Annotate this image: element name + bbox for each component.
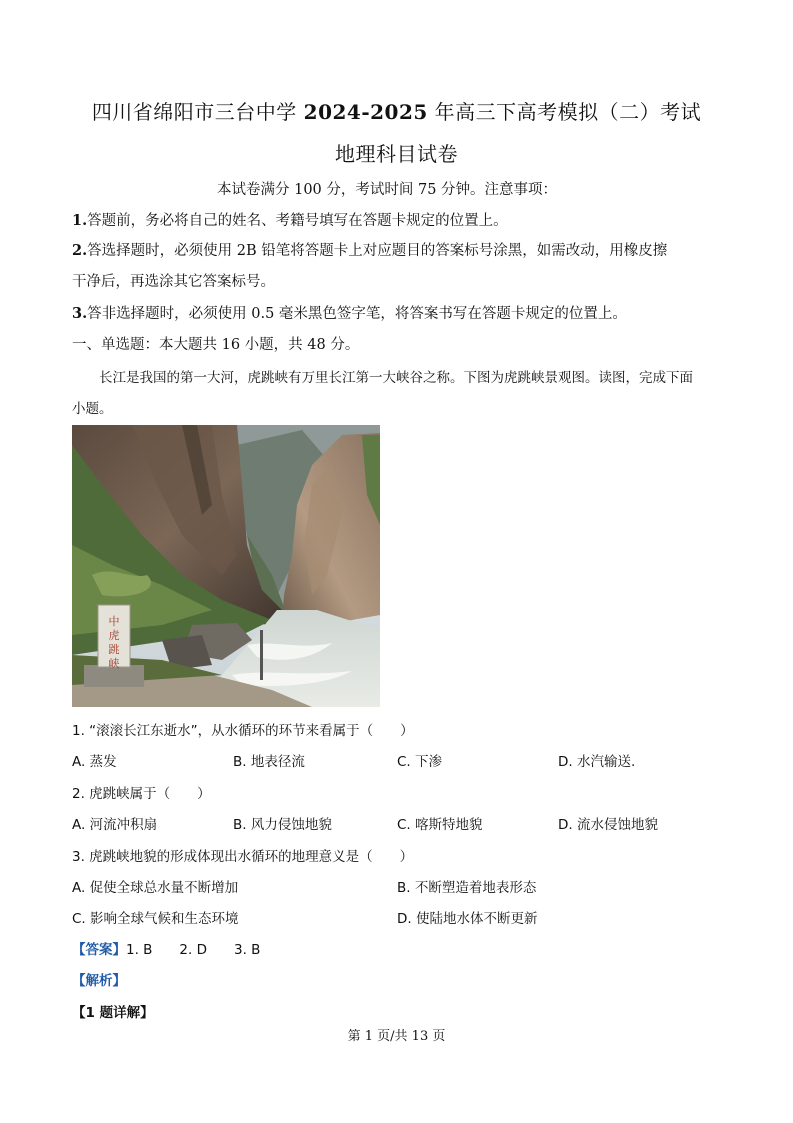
gorge-photo [72, 425, 380, 707]
question-2-stem: 2. 虎跳峡属于（ ） [72, 786, 211, 802]
instruction-item-3: 3.答非选择题时，必须使用 0.5 毫米黑色签字笔，将答案书写在答题卡规定的位置上。 [72, 305, 627, 322]
instructions-intro: 本试卷满分 100 分，考试时间 75 分钟。注意事项： [217, 182, 558, 198]
passage-line-1: 长江是我国的第一大河，虎跳峡有万里长江第一大峡谷之称。下图为虎跳峡景观图。读图，完成下面 [99, 370, 693, 386]
question-1-option-b: B. 地表径流 [233, 754, 305, 770]
exam-title-line2: 地理科目试卷 [335, 142, 458, 166]
instruction-item-1: 1.答题前，务必将自己的姓名、考籍号填写在答题卡规定的位置上。 [72, 212, 508, 229]
stone-marker-char-2: 虎 [108, 629, 120, 642]
answer-label: 【答案】 [72, 942, 126, 958]
passage-line-2: 小题。 [72, 401, 113, 417]
question-3-option-d: D. 使陆地水体不断更新 [397, 911, 538, 927]
stone-marker-char-4: 峡 [108, 657, 120, 670]
instruction-item-2: 2.答选择题时，必须使用 2B 铅笔将答题卡上对应题目的答案标号涂黑，如需改动，用橡皮擦 [72, 242, 668, 259]
question-2-option-a: A. 河流冲积扇 [72, 817, 158, 833]
question-1-stem: 1. “滚滚长江东逝水”，从水循环的环节来看属于（ ） [72, 723, 414, 739]
section-heading: 一、单选题：本大题共 16 小题，共 48 分。 [72, 337, 360, 353]
question-1-option-a: A. 蒸发 [72, 754, 117, 770]
question-3-option-c: C. 影响全球气候和生态环境 [72, 911, 239, 927]
stone-marker-char-3: 跳 [108, 643, 120, 656]
question-1-option-d: D. 水汽输送. [558, 754, 636, 770]
question-3-option-a: A. 促使全球总水量不断增加 [72, 880, 239, 896]
stone-marker-char-1: 中 [108, 615, 120, 628]
instruction-item-2-cont: 干净后，再选涂其它答案标号。 [72, 274, 275, 290]
answer-line [72, 938, 260, 958]
analysis-label: 【解析】 [72, 973, 126, 989]
analysis-detail-label: 【1 题详解】 [72, 1005, 154, 1021]
question-1-option-c: C. 下渗 [397, 754, 443, 770]
answer-values: 1. B 2. D 3. B [126, 942, 261, 958]
question-3-stem: 3. 虎跳峡地貌的形成体现出水循环的地理意义是（ ） [72, 849, 414, 865]
question-2-option-b: B. 风力侵蚀地貌 [233, 817, 332, 833]
question-2-option-c: C. 喀斯特地貌 [397, 817, 483, 833]
page-footer: 第 1 页/共 13 页 [347, 1029, 446, 1044]
question-2-option-d: D. 流水侵蚀地貌 [558, 817, 658, 833]
question-3-option-b: B. 不断塑造着地表形态 [397, 880, 537, 896]
exam-title-line1: 四川省绵阳市三台中学 2024-2025 年高三下高考模拟（二）考试 [91, 100, 702, 124]
